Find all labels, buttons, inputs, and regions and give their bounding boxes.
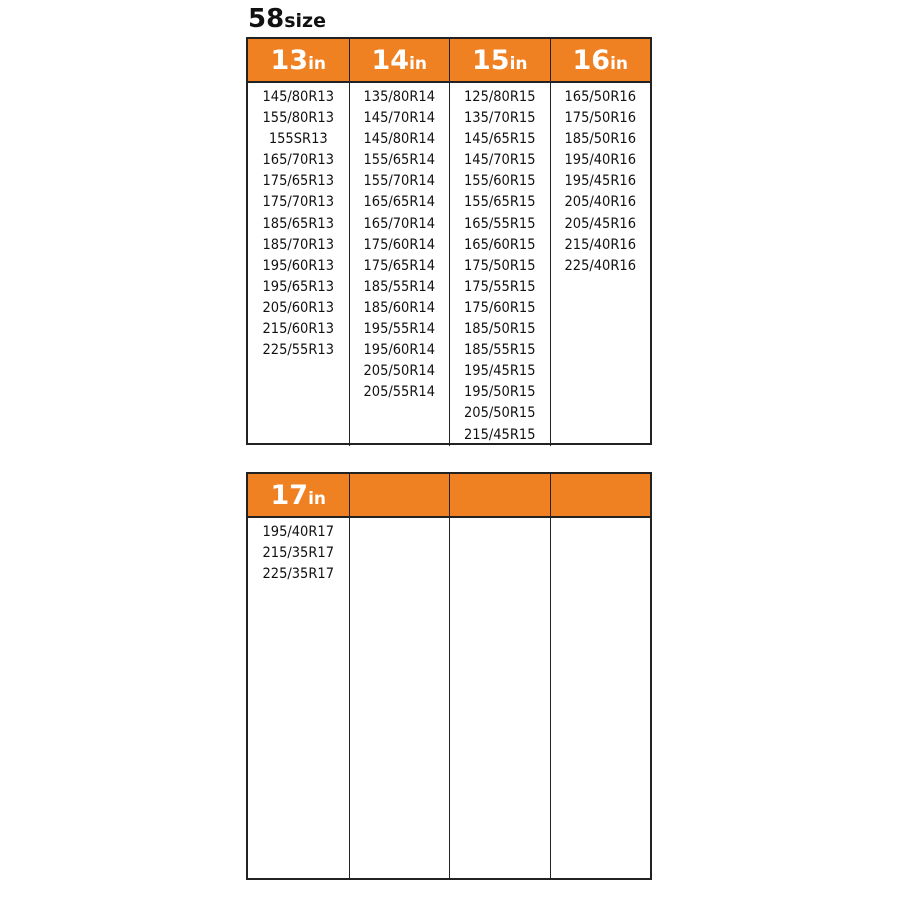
- tire-size-item: 155/70R14: [363, 173, 436, 190]
- tire-size-item: 205/60R13: [262, 299, 335, 316]
- tire-size-item: 215/45R15: [463, 426, 536, 443]
- tire-size-item: 155/60R15: [463, 173, 536, 190]
- tire-size-item: 195/60R13: [262, 257, 335, 274]
- tire-size-item: 175/50R16: [564, 110, 637, 127]
- tire-size-item: 145/65R15: [463, 131, 536, 148]
- tire-size-item: 205/50R14: [363, 363, 436, 380]
- tire-size-item: 185/55R15: [463, 342, 536, 359]
- tire-size-item: 145/70R15: [463, 152, 536, 169]
- tire-size-item: 205/55R14: [363, 384, 436, 401]
- tire-size-item: 205/50R15: [463, 405, 536, 422]
- column-header: [248, 474, 349, 518]
- size-list: [248, 518, 349, 585]
- tire-size-item: 185/65R13: [262, 215, 335, 232]
- tire-size-item: 185/50R16: [564, 131, 637, 148]
- tire-size-item: 145/80R14: [363, 131, 436, 148]
- column-header: [350, 474, 450, 518]
- tire-size-item: 215/60R13: [262, 321, 335, 338]
- tire-size-item: 155/65R14: [363, 152, 436, 169]
- title-number: 58: [248, 4, 285, 34]
- tire-size-item: 195/50R15: [463, 384, 536, 401]
- tire-size-item: 125/80R15: [463, 89, 536, 105]
- tire-size-item: 165/65R14: [363, 194, 436, 211]
- tire-size-item: 165/50R16: [564, 89, 637, 105]
- header-unit: in: [509, 54, 528, 74]
- tire-size-item: 205/45R16: [564, 215, 637, 232]
- tire-size-item: 165/55R15: [463, 215, 536, 232]
- size-list: [551, 518, 651, 522]
- size-list: [248, 83, 349, 361]
- column-header: [350, 39, 450, 83]
- page-title: [248, 4, 326, 36]
- tire-size-item: 185/70R13: [262, 236, 335, 253]
- tire-size-item: 225/55R13: [262, 342, 335, 359]
- tire-size-item: 165/60R15: [463, 236, 536, 253]
- tire-size-item: 225/40R16: [564, 257, 637, 274]
- tire-size-item: 195/45R16: [564, 173, 637, 190]
- size-list: [350, 83, 450, 403]
- tire-size-item: 195/45R15: [463, 363, 536, 380]
- header-unit: in: [409, 54, 427, 74]
- tire-size-item: 135/70R15: [463, 110, 536, 127]
- tire-size-item: 175/70R13: [262, 194, 335, 211]
- tire-size-item: 165/70R13: [262, 152, 335, 169]
- header-unit: in: [610, 54, 628, 74]
- column-header: [450, 39, 550, 83]
- tire-size-item: 195/55R14: [363, 321, 436, 338]
- size-list: [450, 518, 550, 522]
- tire-size-item: 175/60R15: [463, 299, 536, 316]
- header-unit: in: [308, 54, 326, 74]
- column-header: [248, 39, 349, 83]
- size-list: [350, 518, 450, 522]
- header-unit: in: [308, 489, 326, 509]
- header-size-number: 17: [270, 480, 309, 511]
- size-column: [550, 39, 651, 446]
- tire-size-item: 195/60R14: [363, 342, 436, 359]
- size-column: [449, 39, 550, 446]
- tire-size-item: 145/70R14: [363, 110, 436, 127]
- title-unit: size: [284, 10, 326, 32]
- tire-size-item: 215/35R17: [262, 545, 335, 562]
- size-column: [349, 39, 450, 446]
- header-size-number: 14: [371, 45, 410, 76]
- tire-size-item: 215/40R16: [564, 236, 637, 253]
- tire-size-table-2: [246, 472, 652, 880]
- size-column: [248, 474, 349, 878]
- tire-size-item: 155/80R13: [262, 110, 335, 127]
- header-size-number: 13: [270, 45, 309, 76]
- tire-size-item: 175/50R15: [463, 257, 536, 274]
- size-column: [248, 39, 349, 446]
- size-column: [550, 474, 651, 878]
- size-column: [449, 474, 550, 878]
- tire-size-item: 135/80R14: [363, 89, 436, 105]
- size-list: [450, 83, 550, 446]
- tire-size-item: 165/70R14: [363, 215, 436, 232]
- size-column: [349, 474, 450, 878]
- tire-size-item: 205/40R16: [564, 194, 637, 211]
- tire-size-item: 195/40R16: [564, 152, 637, 169]
- tire-size-item: 155SR13: [268, 131, 328, 148]
- tire-size-item: 175/55R15: [463, 278, 536, 295]
- tire-size-item: 175/65R14: [363, 257, 436, 274]
- tire-size-item: 155/65R15: [463, 194, 536, 211]
- tire-size-item: 185/50R15: [463, 321, 536, 338]
- tire-size-item: 145/80R13: [262, 89, 335, 105]
- column-header: [551, 39, 651, 83]
- column-header: [551, 474, 651, 518]
- tire-size-item: 195/65R13: [262, 278, 335, 295]
- size-list: [551, 83, 651, 277]
- tire-size-item: 195/40R17: [262, 524, 335, 540]
- tire-size-item: 225/35R17: [262, 566, 335, 583]
- tire-size-item: 185/55R14: [363, 278, 436, 295]
- header-size-number: 16: [572, 45, 611, 76]
- tire-size-table-1: [246, 37, 652, 445]
- tire-size-item: 185/60R14: [363, 299, 436, 316]
- column-header: [450, 474, 550, 518]
- tire-size-item: 175/65R13: [262, 173, 335, 190]
- tire-size-item: 175/60R14: [363, 236, 436, 253]
- header-size-number: 15: [471, 45, 510, 76]
